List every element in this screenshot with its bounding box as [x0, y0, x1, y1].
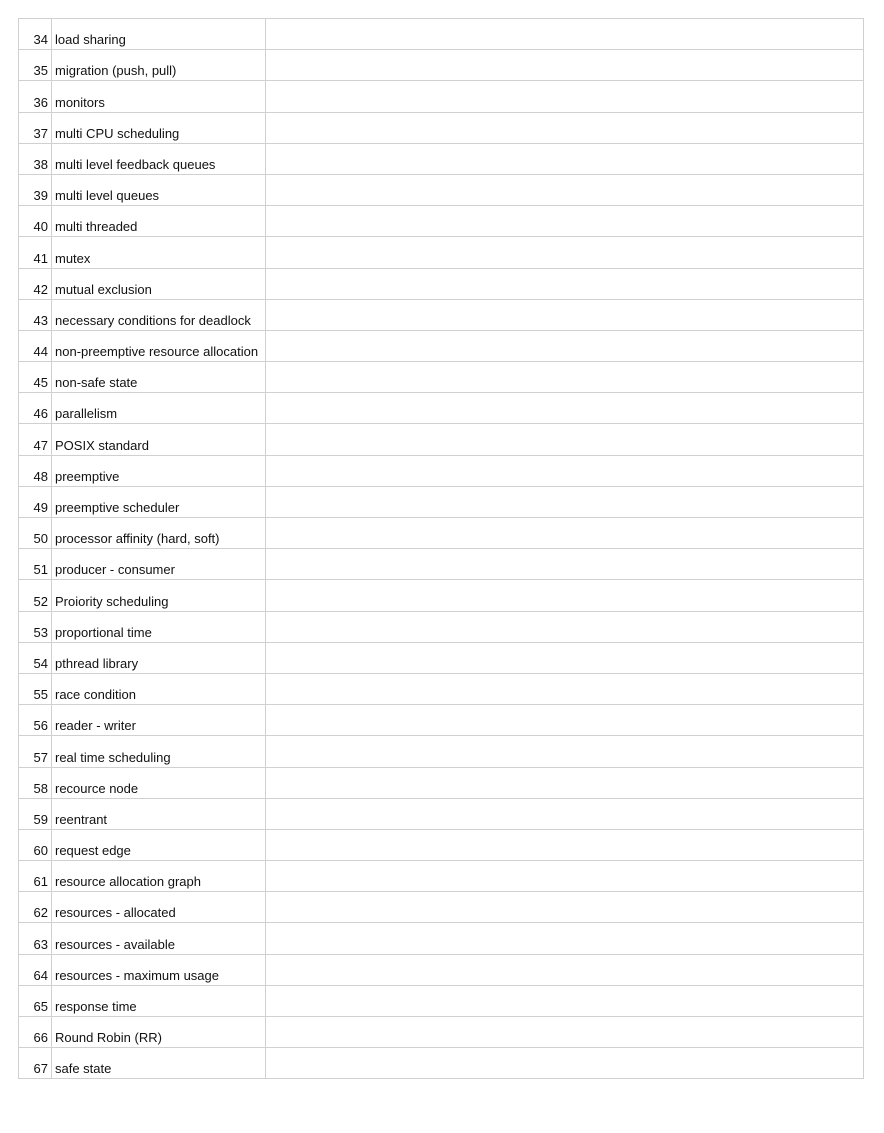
definition-cell[interactable]	[266, 923, 864, 953]
definition-cell[interactable]	[266, 424, 864, 454]
table-row	[19, 612, 864, 643]
term-cell[interactable]: parallelism	[52, 393, 266, 423]
definition-cell[interactable]	[266, 955, 864, 985]
row-number-cell[interactable]: 59	[19, 799, 52, 829]
definition-cell[interactable]	[266, 487, 864, 517]
definition-cell[interactable]	[266, 144, 864, 174]
term-cell[interactable]: recource node	[52, 768, 266, 798]
definition-cell[interactable]	[266, 393, 864, 423]
term-cell[interactable]: reader - writer	[52, 705, 266, 735]
definition-cell[interactable]	[266, 1017, 864, 1047]
term-cell[interactable]: multi threaded	[52, 206, 266, 236]
definition-cell[interactable]	[266, 113, 864, 143]
row-number-cell[interactable]: 58	[19, 768, 52, 798]
row-number-cell[interactable]: 45	[19, 362, 52, 392]
definition-cell[interactable]	[266, 892, 864, 922]
table-row	[19, 799, 864, 830]
definition-cell[interactable]	[266, 362, 864, 392]
definition-cell[interactable]	[266, 206, 864, 236]
table-row	[19, 986, 864, 1017]
definition-cell[interactable]	[266, 331, 864, 361]
definition-cell[interactable]	[266, 50, 864, 80]
definition-cell[interactable]	[266, 81, 864, 111]
term-cell[interactable]: necessary conditions for deadlock	[52, 300, 266, 330]
row-number-cell[interactable]: 55	[19, 674, 52, 704]
row-number-cell[interactable]: 36	[19, 81, 52, 111]
definition-cell[interactable]	[266, 269, 864, 299]
table-row	[19, 331, 864, 362]
term-cell[interactable]: race condition	[52, 674, 266, 704]
term-cell[interactable]: mutual exclusion	[52, 269, 266, 299]
table-row	[19, 50, 864, 81]
table-row	[19, 955, 864, 986]
table-row	[19, 1017, 864, 1048]
term-cell[interactable]: resources - maximum usage	[52, 955, 266, 985]
table-row	[19, 768, 864, 799]
table-row	[19, 362, 864, 393]
row-number-cell[interactable]: 37	[19, 113, 52, 143]
term-cell[interactable]: pthread library	[52, 643, 266, 673]
row-number-cell[interactable]: 38	[19, 144, 52, 174]
term-cell[interactable]: reentrant	[52, 799, 266, 829]
row-number-cell[interactable]: 63	[19, 923, 52, 953]
table-row	[19, 456, 864, 487]
row-number-cell[interactable]: 65	[19, 986, 52, 1016]
table-row	[19, 300, 864, 331]
table-row	[19, 424, 864, 455]
term-cell[interactable]: monitors	[52, 81, 266, 111]
row-number-cell[interactable]: 51	[19, 549, 52, 579]
table-row	[19, 674, 864, 705]
table-row	[19, 487, 864, 518]
term-cell[interactable]: proportional time	[52, 612, 266, 642]
row-number-cell[interactable]: 34	[19, 19, 52, 49]
term-cell[interactable]: mutex	[52, 237, 266, 267]
row-number-cell[interactable]: 42	[19, 269, 52, 299]
term-cell[interactable]: processor affinity (hard, soft)	[52, 518, 266, 548]
row-number-cell[interactable]: 57	[19, 736, 52, 766]
term-cell[interactable]: preemptive	[52, 456, 266, 486]
table-row	[19, 549, 864, 580]
table-row	[19, 923, 864, 954]
row-number-cell[interactable]: 60	[19, 830, 52, 860]
table-row	[19, 113, 864, 144]
table-row	[19, 393, 864, 424]
definition-cell[interactable]	[266, 861, 864, 891]
term-cell[interactable]: load sharing	[52, 19, 266, 49]
definition-cell[interactable]	[266, 19, 864, 49]
row-number-cell[interactable]: 47	[19, 424, 52, 454]
term-cell[interactable]: multi CPU scheduling	[52, 113, 266, 143]
definition-cell[interactable]	[266, 300, 864, 330]
terms-table	[18, 18, 864, 1079]
row-number-cell[interactable]: 54	[19, 643, 52, 673]
term-cell[interactable]: preemptive scheduler	[52, 487, 266, 517]
row-number-cell[interactable]: 50	[19, 518, 52, 548]
row-number-cell[interactable]: 43	[19, 300, 52, 330]
definition-cell[interactable]	[266, 736, 864, 766]
term-cell[interactable]: Round Robin (RR)	[52, 1017, 266, 1047]
table-row	[19, 19, 864, 50]
definition-cell[interactable]	[266, 768, 864, 798]
row-number-cell[interactable]: 66	[19, 1017, 52, 1047]
table-row	[19, 144, 864, 175]
row-number-cell[interactable]: 46	[19, 393, 52, 423]
definition-cell[interactable]	[266, 705, 864, 735]
table-row	[19, 1048, 864, 1079]
term-cell[interactable]: multi level feedback queues	[52, 144, 266, 174]
definition-cell[interactable]	[266, 643, 864, 673]
table-row	[19, 830, 864, 861]
definition-cell[interactable]	[266, 237, 864, 267]
table-row	[19, 175, 864, 206]
definition-cell[interactable]	[266, 518, 864, 548]
term-cell[interactable]: multi level queues	[52, 175, 266, 205]
row-number-cell[interactable]: 48	[19, 456, 52, 486]
row-number-cell[interactable]: 61	[19, 861, 52, 891]
definition-cell[interactable]	[266, 1048, 864, 1078]
row-number-cell[interactable]: 53	[19, 612, 52, 642]
term-cell[interactable]: resources - allocated	[52, 892, 266, 922]
definition-cell[interactable]	[266, 175, 864, 205]
row-number-cell[interactable]: 67	[19, 1048, 52, 1078]
term-cell[interactable]: producer - consumer	[52, 549, 266, 579]
table-row	[19, 237, 864, 268]
term-cell[interactable]: response time	[52, 986, 266, 1016]
table-row	[19, 705, 864, 736]
row-number-cell[interactable]: 62	[19, 892, 52, 922]
definition-cell[interactable]	[266, 580, 864, 610]
definition-cell[interactable]	[266, 986, 864, 1016]
row-number-cell[interactable]: 39	[19, 175, 52, 205]
row-number-cell[interactable]: 41	[19, 237, 52, 267]
row-number-cell[interactable]: 44	[19, 331, 52, 361]
table-row	[19, 518, 864, 549]
table-row	[19, 206, 864, 237]
term-cell[interactable]: Proiority scheduling	[52, 580, 266, 610]
table-row	[19, 643, 864, 674]
table-row	[19, 81, 864, 112]
definition-cell[interactable]	[266, 830, 864, 860]
term-cell[interactable]: non-preemptive resource allocation	[52, 331, 266, 361]
row-number-cell[interactable]: 35	[19, 50, 52, 80]
term-cell[interactable]: non-safe state	[52, 362, 266, 392]
row-number-cell[interactable]: 64	[19, 955, 52, 985]
definition-cell[interactable]	[266, 799, 864, 829]
table-row	[19, 892, 864, 923]
row-number-cell[interactable]: 56	[19, 705, 52, 735]
term-cell[interactable]: resource allocation graph	[52, 861, 266, 891]
definition-cell[interactable]	[266, 456, 864, 486]
table-row	[19, 736, 864, 767]
term-cell[interactable]: resources - available	[52, 923, 266, 953]
table-row	[19, 580, 864, 611]
term-cell[interactable]: migration (push, pull)	[52, 50, 266, 80]
row-number-cell[interactable]: 49	[19, 487, 52, 517]
term-cell[interactable]: request edge	[52, 830, 266, 860]
definition-cell[interactable]	[266, 674, 864, 704]
definition-cell[interactable]	[266, 612, 864, 642]
term-cell[interactable]: safe state	[52, 1048, 266, 1078]
row-number-cell[interactable]: 52	[19, 580, 52, 610]
table-row	[19, 861, 864, 892]
row-number-cell[interactable]: 40	[19, 206, 52, 236]
term-cell[interactable]: real time scheduling	[52, 736, 266, 766]
definition-cell[interactable]	[266, 549, 864, 579]
term-cell[interactable]: POSIX standard	[52, 424, 266, 454]
table-row	[19, 269, 864, 300]
